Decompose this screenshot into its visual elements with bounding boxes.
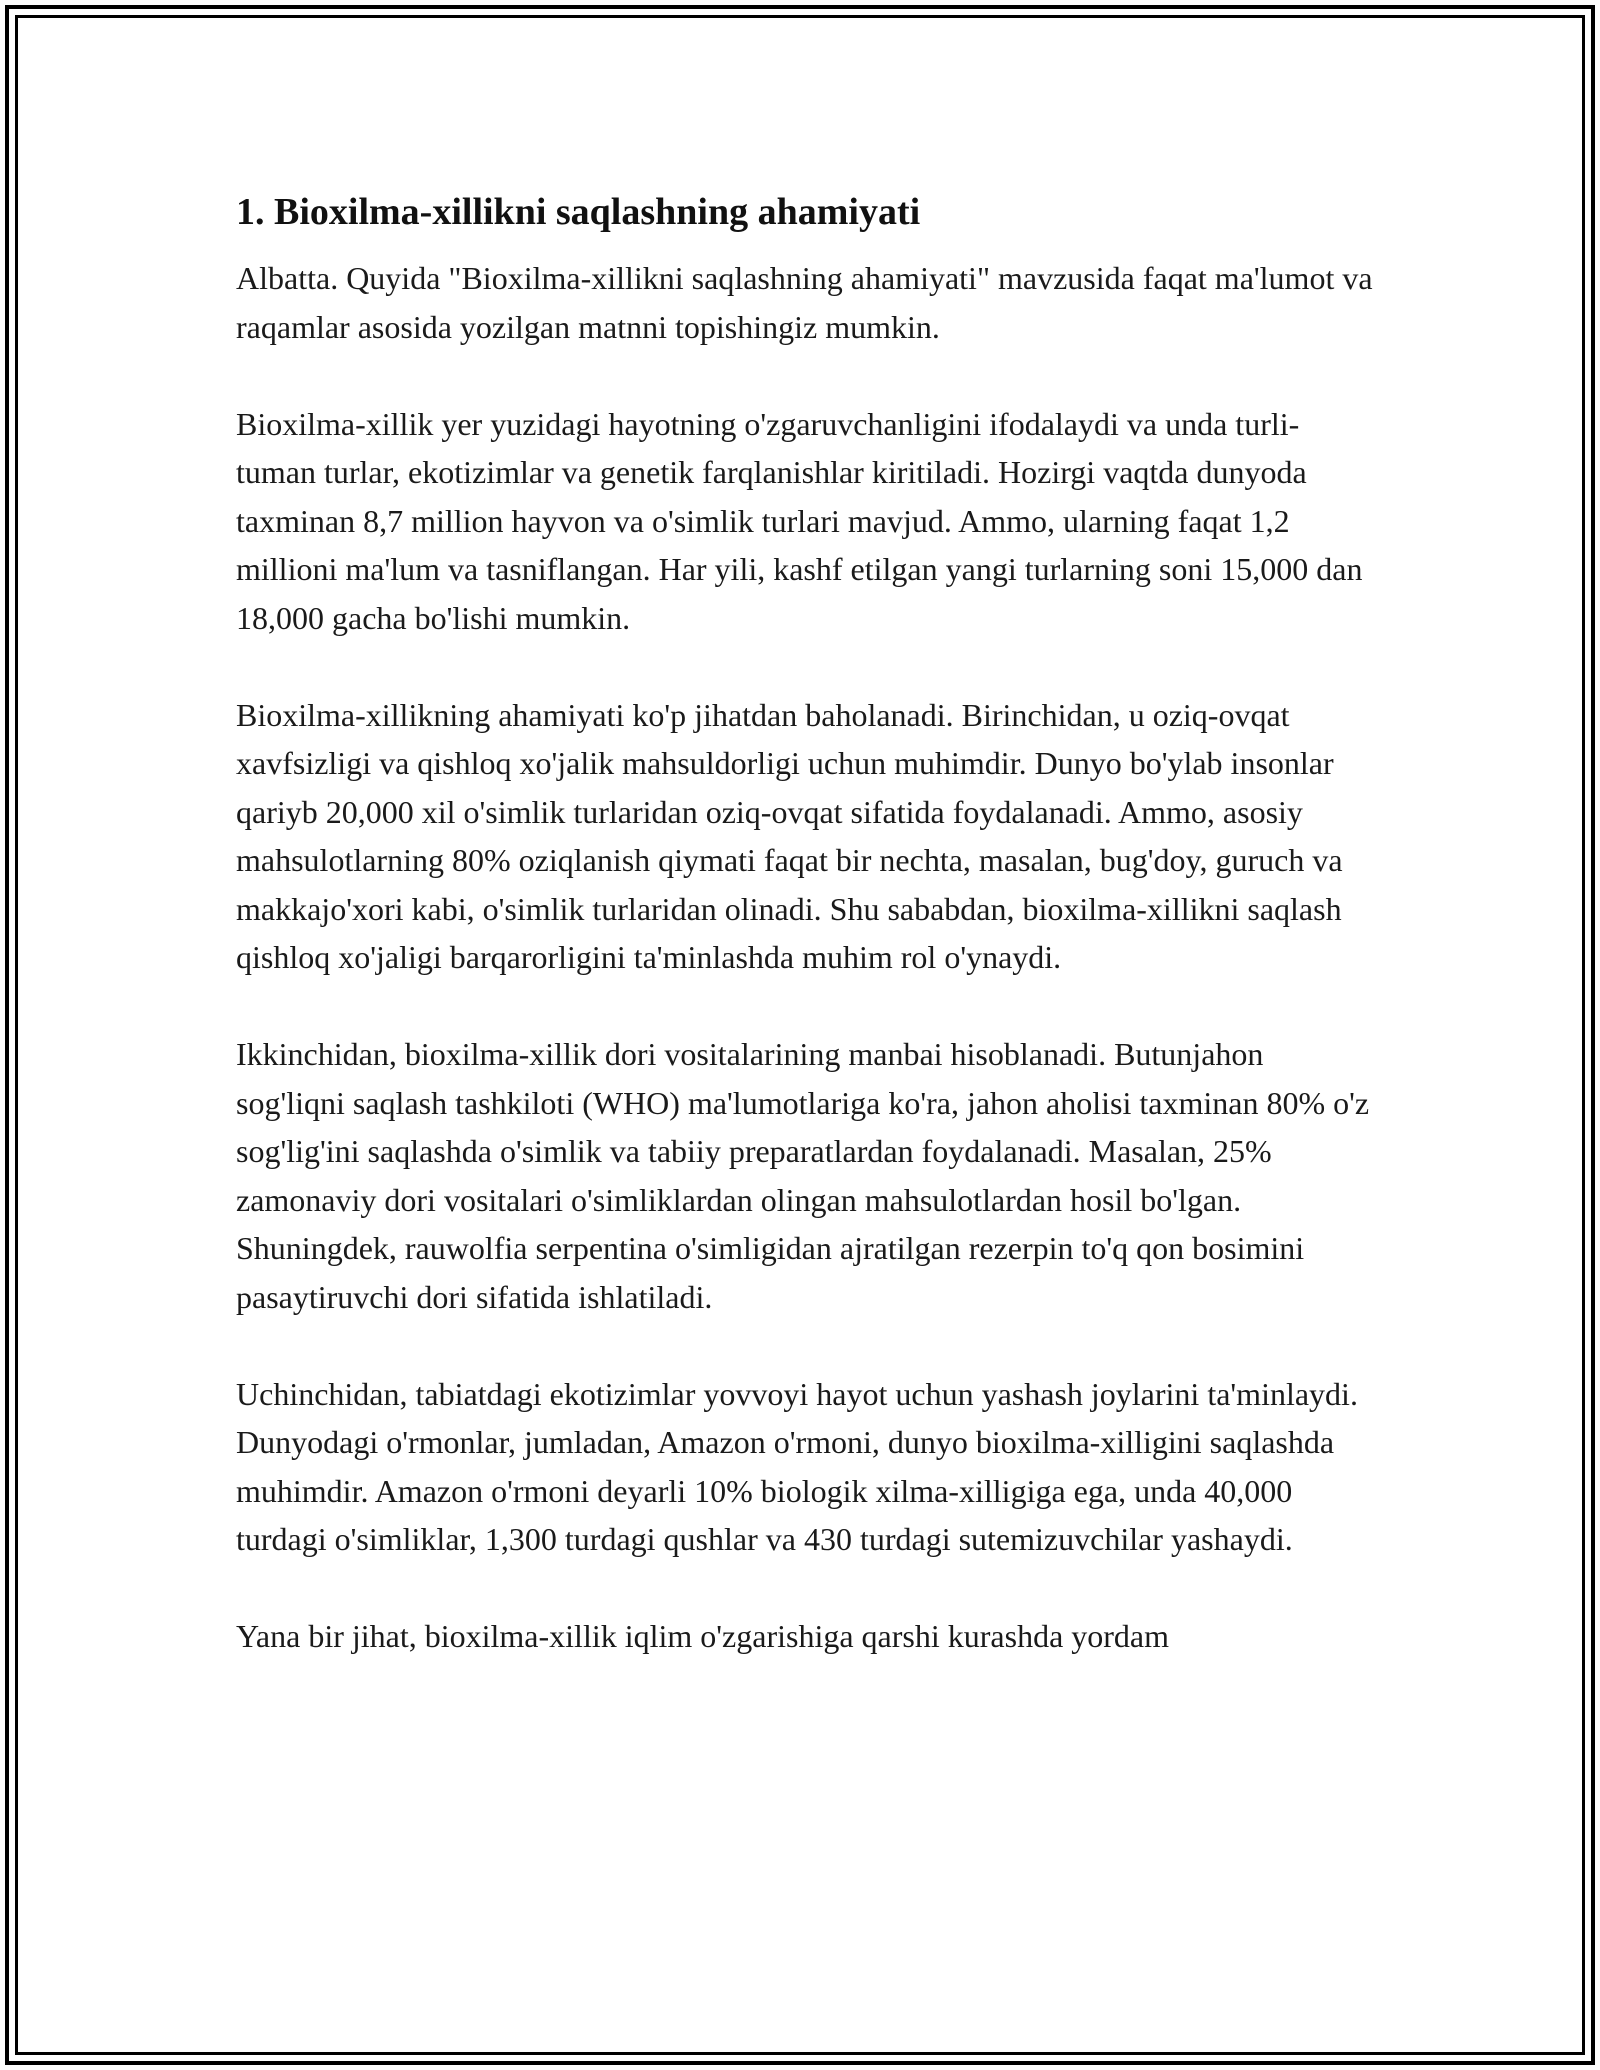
paragraph-definition: Bioxilma-xillik yer yuzidagi hayotning o'zgaruvchanligini ifodalaydi va unda turli-tuman turlar, ekotizimlar va genetik farqlanishlar kiritiladi. Hozirgi vaqtda dunyoda taxminan 8,7 million hayvon va o'simlik turlari mavjud. Ammo, ularning faqat 1,2 millioni ma'lum va tasniflangan. Har yili, kashf etilgan yangi turlarning soni 15,000 dan 18,000 gacha bo'lishi mumkin.: [236, 405, 1363, 636]
paragraph-intro: Albatta. Quyida "Bioxilma-xillikni saqlashning ahamiyati" mavzusida faqat ma'lumot va raqamlar asosida yozilgan matnni topishingiz mumkin.: [236, 260, 1373, 345]
document-title: 1. Bioxilma-xillikni saqlashning ahamiyati: [236, 191, 921, 233]
document-body: [236, 186, 1376, 1709]
paragraph-medicine: Ikkinchidan, bioxilma-xillik dori vositalarining manbai hisoblanadi. Butunjahon sog'liqni saqlash tashkiloti (WHO) ma'lumotlariga ko'ra, jahon aholisi taxminan 80% o'z sog'lig'ini saqlashda o'simlik va tabiiy preparatlardan foydalanadi. Masalan, 25% zamonaviy dori vositalari o'simliklardan olingan mahsulotlardan hosil bo'lgan. Shuningdek, rauwolfia serpentina o'simligidan ajratilgan rezerpin to'q qon bosimini pasaytiruvchi dori sifatida ishlatiladi.: [236, 1036, 1370, 1315]
paragraph-food-security: Bioxilma-xillikning ahamiyati ko'p jihatdan baholanadi. Birinchidan, u oziq-ovqat xavfsizligi va qishloq xo'jalik mahsuldorligi uchun muhimdir. Dunyo bo'ylab insonlar qariyb 20,000 xil o'simlik turlaridan oziq-ovqat sifatida foydalanadi. Ammo, asosiy mahsulotlarning 80% oziqlanish qiymati faqat bir nechta, masalan, bug'doy, guruch va makkajo'xori kabi, o'simlik turlaridan olinadi. Shu sababdan, bioxilma-xillikni saqlash qishloq xo'jaligi barqarorligini ta'minlashda muhim rol o'ynaydi.: [236, 696, 1343, 975]
paragraph-ecosystems: Uchinchidan, tabiatdagi ekotizimlar yovvoyi hayot uchun yashash joylarini ta'minlaydi. Dunyodagi o'rmonlar, jumladan, Amazon o'rmoni, dunyo bioxilma-xilligini saqlashda muhimdir. Amazon o'rmoni deyarli 10% biologik xilma-xilligiga ega, unda 40,000 turdagi o'simliklar, 1,300 turdagi qushlar va 430 turdagi sutemizuvchilar yashaydi.: [236, 1375, 1358, 1557]
paragraph-climate: Yana bir jihat, bioxilma-xillik iqlim o'zgarishiga qarshi kurashda yordam: [236, 1618, 1170, 1654]
